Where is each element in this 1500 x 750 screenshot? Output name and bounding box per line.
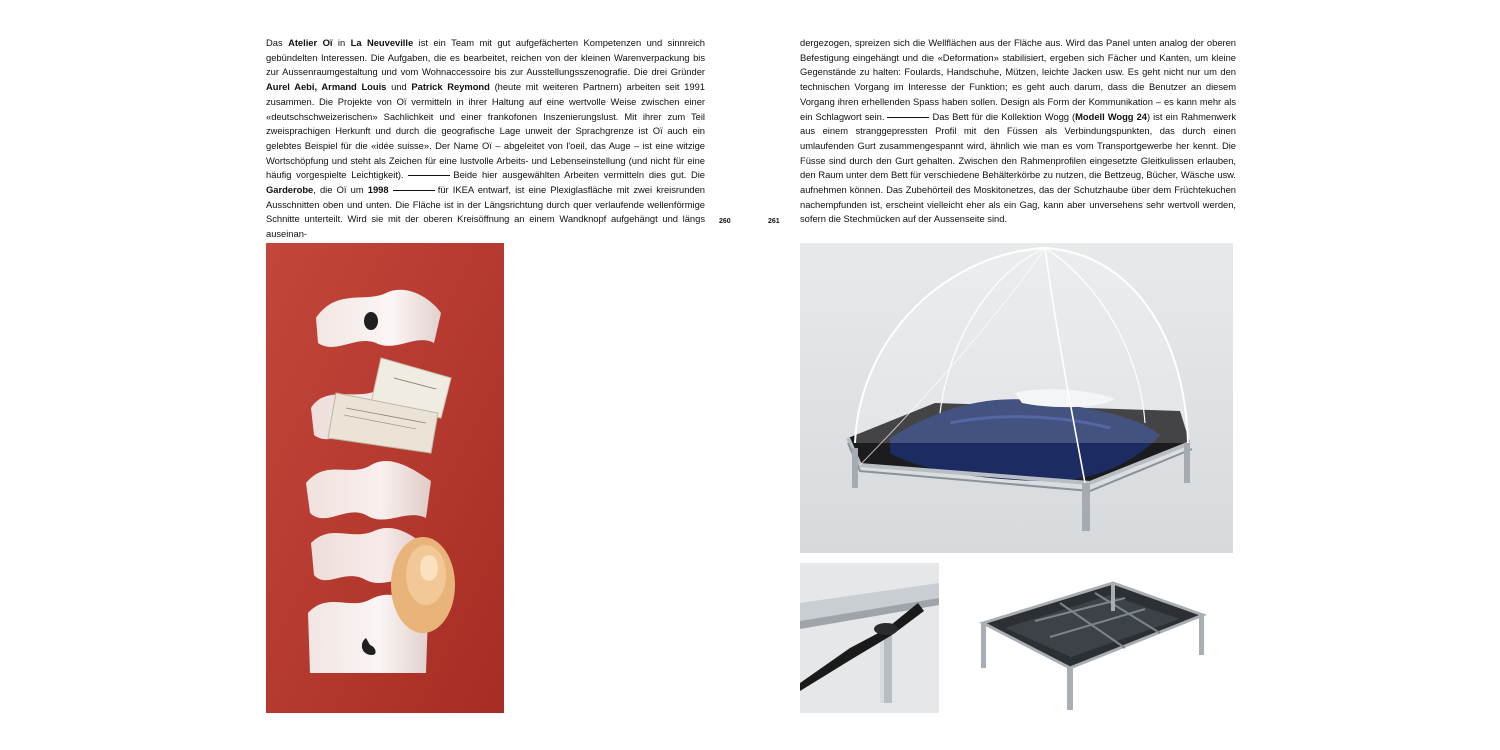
bold-term: Atelier Oï <box>288 37 333 48</box>
text-run: für IKEA entwarf, ist eine Plexiglasfläche mit zwei kreisrunden Ausschnitten oben und unten. Die Fläche ist in der Längsrichtung durch quer verlaufende wellenförmige Schnitte unterteilt. Wird sie mit der oberen Kreisöffnung an einem Wandknopf aufgehängt und längs auseinan- <box>266 184 705 240</box>
text-run: ist ein Team mit gut aufgefächerten Kompetenzen und sinnreich gebündelten Interessen. Die Aufgaben, die es bearbeitet, reichen von der kleinen Warenverpackung bis zur Aussenraumgestaltung und vom Wohnaccessoire bis zur Ausstellungsszenografie. Die drei Gründer <box>266 37 705 78</box>
text-run: Beide hier ausgewählten Arbeiten vermitteln dies gut. Die <box>453 169 706 181</box>
section-rule <box>408 175 450 176</box>
frame-drawers-photo <box>975 573 1207 713</box>
left-page-text <box>266 36 705 242</box>
belt-foot-detail-photo <box>800 563 939 713</box>
right-paragraph <box>800 36 1236 227</box>
text-run: ) ist ein Rahmenwerk aus einem stranggepressten Profil mit den Füssen als Verbindungspunkten, das durch einen umlaufenden Gurt zusammengespannt wird, ähnlich wie man es vom Transportgewerbe her kennt. Die Füsse sind durch den Gurt gehalten. Zwischen den Rahmenprofilen eingesetzte Gleitkulissen erlauben, den Raum unter dem Bett für verschiedene Behälterkörbe zu nutzen, die Bettzeug, Bücher, Wäsche usw. aufnehmen können. Das Zubehörteil des Moskitonetzes, das der Schutzhaube über dem Früchtekuchen nachempfunden ist, erscheint vielleicht eher als ein Gag, kann aber unversehens sehr wertvoll werden, sofern die Stechmücken auf der Aussenseite sind. <box>800 110 1237 225</box>
right-page-text <box>800 36 1236 227</box>
text-run: und <box>386 81 412 93</box>
bold-term: La Neuveville <box>350 37 414 48</box>
bold-term: Modell Wogg 24 <box>1075 110 1147 122</box>
section-rule <box>393 190 435 191</box>
section-rule <box>887 117 929 118</box>
bed-mosquito-net-photo <box>800 243 1233 553</box>
text-run: (heute mit weiteren Partnern) arbeiten seit 1991 zusammen. Die Projekte von Oï vermitteln in ihrer Haltung auf eine wertvolle Weise zwischen einer «deutschschweizerischen» Sachlichkeit und einer frankofonen Inszenierungslust. Mit ihrer zum Teil zweisprachigen Herkunft und durch die geografische Lage unweit der Sprachgrenze ist Oï auch ein gelebtes Beispiel für die «idée suisse». Der Name Oï – abgeleitet von l'oeil, das Auge – ist eine witzige Wortschöpfung und steht als Zeichen für eine lustvolle Arbeits- und Lebenseinstellung (und nicht für eine häufig vorgespielte Leichtigkeit). <box>266 81 705 181</box>
page-number-right: 261 <box>768 218 780 225</box>
bold-term: Aurel Aebi, Armand Louis <box>266 81 387 93</box>
page-number-left: 260 <box>719 218 731 225</box>
text-run: Das Bett für die Kollektion Wogg ( <box>932 110 1076 122</box>
bold-term: 1998 <box>367 184 389 196</box>
wardrobe-photo <box>266 243 504 713</box>
left-paragraph <box>266 36 705 242</box>
text-run: , die Oï um <box>313 184 368 196</box>
bold-term: Garderobe <box>266 184 314 196</box>
text-run: Das <box>266 37 289 48</box>
bold-term: Patrick Reymond <box>411 81 490 93</box>
text-run: dergezogen, spreizen sich die Wellflächen aus der Fläche aus. Wird das Panel unten analog der oberen Befestigung eingehängt und die «Deformation» stabilisiert, ergeben sich Fächer und Kanten, um kleine Gegenstände zu halten: Foulards, Handschuhe, Mützen, leichte Jacken usw. Es geht nicht nur um den technischen Vorgang im Interesse der Funktion; es geht auch darum, dass die Benutzer an diesem Vorgang ihren erhellenden Spass haben sollen. Design als Form der Kommunikation – es kann mehr als ein Schlagwort sein. <box>800 37 1236 122</box>
text-run: in <box>332 37 351 48</box>
